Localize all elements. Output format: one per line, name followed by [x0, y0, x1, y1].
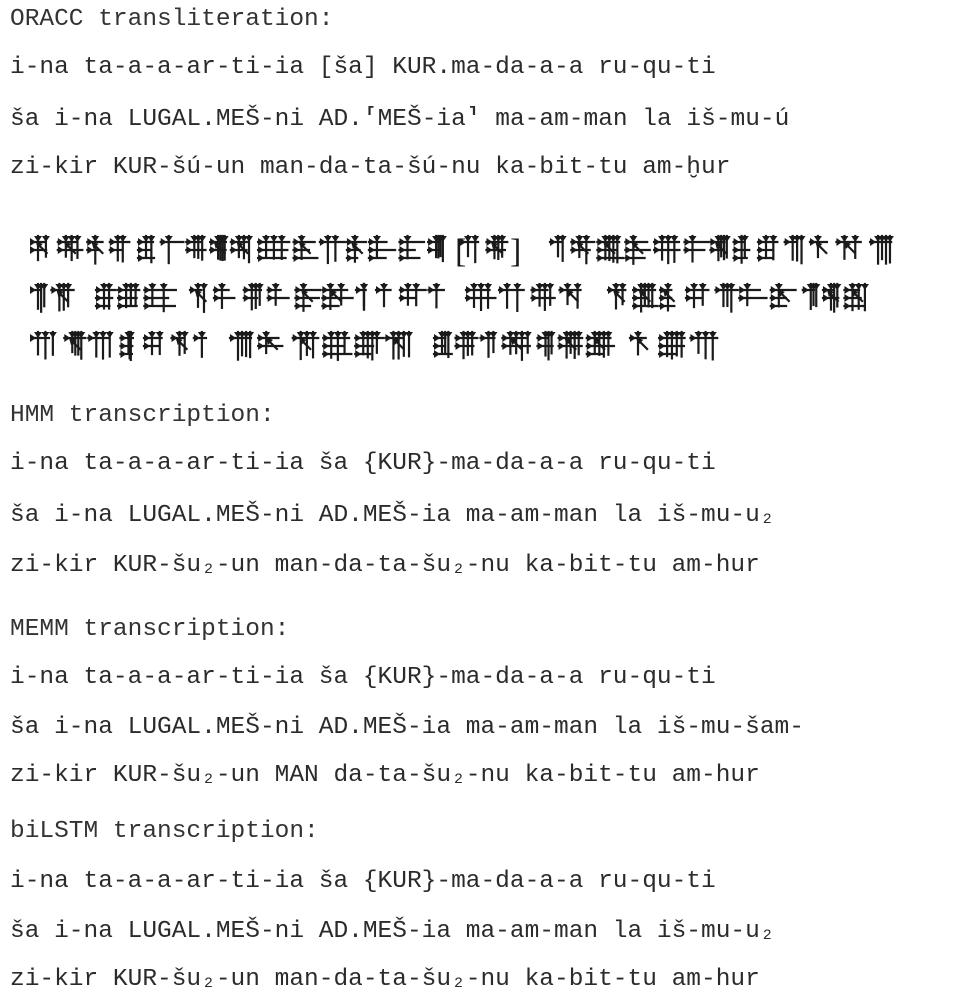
oracc-line-3: zi-kir KUR-šú-un man-da-ta-šú-nu ka-bit-tu am-ḫur — [10, 154, 731, 181]
bilstm-line-3: zi-kir KUR-šu₂-un man-da-ta-šu₂-nu ka-bit-tu am-hur — [10, 966, 760, 993]
hmm-line-2: ša i-na LUGAL.MEŠ-ni AD.MEŠ-ia ma-am-man la iš-mu-u₂ — [10, 502, 775, 529]
cuneiform-bracket-close: ] — [510, 233, 522, 270]
memm-line-3: zi-kir KUR-šu₂-un MAN da-ta-šu₂-nu ka-bit-tu am-hur — [10, 762, 760, 789]
cuneiform-signs-image — [30, 228, 910, 376]
hmm-line-1: i-na ta-a-a-ar-ti-ia ša {KUR}-ma-da-a-a ru-qu-ti — [10, 450, 716, 477]
bilstm-line-1: i-na ta-a-a-ar-ti-ia ša {KUR}-ma-da-a-a ru-qu-ti — [10, 868, 716, 895]
memm-heading: MEMM transcription: — [10, 616, 290, 643]
oracc-line-1: i-na ta-a-a-ar-ti-ia [ša] KUR.ma-da-a-a ru-qu-ti — [10, 54, 716, 81]
memm-line-2: ša i-na LUGAL.MEŠ-ni AD.MEŠ-ia ma-am-man la iš-mu-šam- — [10, 714, 804, 741]
bilstm-heading: biLSTM transcription: — [10, 818, 319, 845]
cuneiform-bracket-open: [ — [455, 233, 467, 270]
hmm-line-3: zi-kir KUR-šu₂-un man-da-ta-šu₂-nu ka-bit-tu am-hur — [10, 552, 760, 579]
bilstm-line-2: ša i-na LUGAL.MEŠ-ni AD.MEŠ-ia ma-am-man la iš-mu-u₂ — [10, 918, 775, 945]
oracc-heading: ORACC transliteration: — [10, 6, 334, 33]
memm-line-1: i-na ta-a-a-ar-ti-ia ša {KUR}-ma-da-a-a ru-qu-ti — [10, 664, 716, 691]
oracc-line-2: ša i-na LUGAL.MEŠ-ni AD.⸢MEŠ-ia⸣ ma-am-man la iš-mu-ú — [10, 106, 790, 133]
hmm-heading: HMM transcription: — [10, 402, 275, 429]
